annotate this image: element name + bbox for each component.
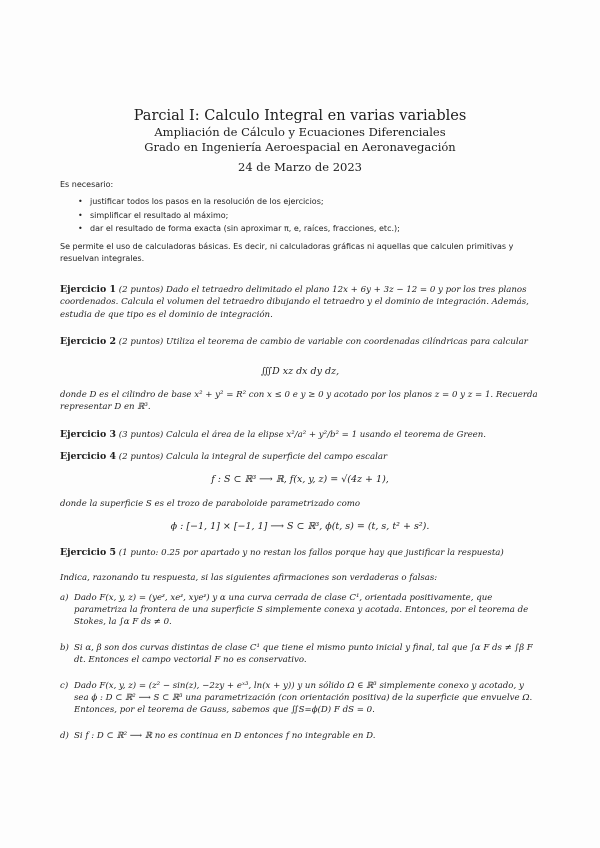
requirements-list [60,195,540,236]
statement-d [60,730,540,742]
statement-label: c) [60,681,69,691]
degree-name: Grado en Ingeniería Aeroespacial en Aeronavegación [144,140,456,154]
statement-text: Si f : D ⊂ ℝ² ⟶ ℝ no es continua en D entonces f no integrable en D. [74,731,376,741]
triple-integral: ∭D xz dx dy dz, [260,366,340,377]
exercise-2-domain: donde D es el cilindro de base x² + y² = R² con x ≤ 0 e y ≥ 0 y acotado por los planos z = 0 y z = 1. Recuerda representar D en ℝ³. [60,390,538,413]
statement-text: Si α, β son dos curvas distintas de clase C¹ que tiene el mismo punto inicial y final, tal que ∫α F ds ≠ ∫β F dt. Entonces el campo vectorial F no es conservativo. [74,643,533,666]
statement-label: b) [60,643,69,653]
exercise-text: (3 puntos) Calcula el área de la elipse x²/a² + y²/b² = 1 usando el teorema de Green. [118,430,487,440]
list-item: • dar el resultado de forma exacta (sin aproximar π, e, raíces, fracciones, etc.); [60,222,540,236]
exercise-label: Ejercicio 2 [60,336,117,347]
instructions [60,179,540,266]
statement-c [60,680,540,717]
exercise-label: Ejercicio 1 [60,284,117,295]
exercise-text: (2 puntos) Calcula la integral de superficie del campo escalar [118,452,388,462]
statement-a [60,592,540,629]
exercise-text: (2 puntos) Dado el tetraedro delimitado el plano 12x + 6y + 3z − 12 = 0 y por los tres planos coordenados. Calcula el volumen del tetraedro dibujando el tetraedro y el dominio de integración. Además, estudia de que tipo es el dominio de integración. [60,285,529,320]
statement-text: Dado F(x, y, z) = (yeᶻ, xeᶻ, xyeᶻ) y α una curva cerrada de clase C¹, orientada positivamente, que parametriza la frontera de una superficie S simplemente conexa y acotada. Entonces, por el teorema de Stokes, la ∫α F ds ≠ 0. [74,593,529,628]
exercise-label: Ejercicio 5 [60,547,117,558]
exercise-5 [60,547,540,559]
exercise-label: Ejercicio 4 [60,451,117,462]
exercise-5-intro: Indica, razonando tu respuesta, si las siguientes afirmaciones son verdaderas o falsas: [60,573,438,583]
scalar-field-equation: f : S ⊂ ℝ³ ⟶ ℝ, f(x, y, z) = √(4z + 1), [211,474,389,485]
course-name: Ampliación de Cálculo y Ecuaciones Diferenciales [154,125,446,139]
exam-title: Parcial I: Calculo Integral en varias variables [133,108,467,124]
exercise-4-surface: donde la superficie S es el trozo de paraboloide parametrizado como [60,499,361,509]
statement-b [60,642,540,666]
exercise-text: (2 puntos) Utiliza el teorema de cambio de variable con coordenadas cilíndricas para calcular [118,337,528,347]
calculator-note: Se permite el uso de calculadoras básicas. Es decir, ni calculadoras gráficas ni aquellas que calculen primitivas y resuelvan integrales. [60,241,514,264]
list-item: • justificar todos los pasos en la resolución de los ejercicios; [60,195,540,209]
statement-label: d) [60,731,69,741]
list-item: • simplificar el resultado al máximo; [60,209,540,223]
statement-label: a) [60,593,69,603]
exercise-4 [60,451,540,463]
exercise-text: (1 punto: 0.25 por apartado y no restan los fallos porque hay que justificar la respuesta) [118,548,504,558]
exam-date: 24 de Marzo de 2023 [238,160,362,174]
statement-text: Dado F(x, y, z) = (z² − sin(z), −2zy + eˣ³, ln(x + y)) y un sólido Ω ∈ ℝ³ simplemente conexo y acotado, y sea ϕ : D ⊂ ℝ² ⟶ S ⊂ ℝ³ una parametrización (con orientación positiva) de la superficie que envuelve Ω. Entonces, por el teorema de Gauss, sabemos que ∬S=ϕ(D) F dS = 0. [74,681,533,716]
exercise-3 [60,429,540,441]
parametrization-equation: ϕ : [−1, 1] × [−1, 1] ⟶ S ⊂ ℝ³, ϕ(t, s) = (t, s, t² + s²). [170,521,430,532]
exercise-2 [60,336,540,348]
exercise-label: Ejercicio 3 [60,429,117,440]
instructions-intro: Es necesario: [60,180,114,189]
exercise-1 [60,284,540,321]
